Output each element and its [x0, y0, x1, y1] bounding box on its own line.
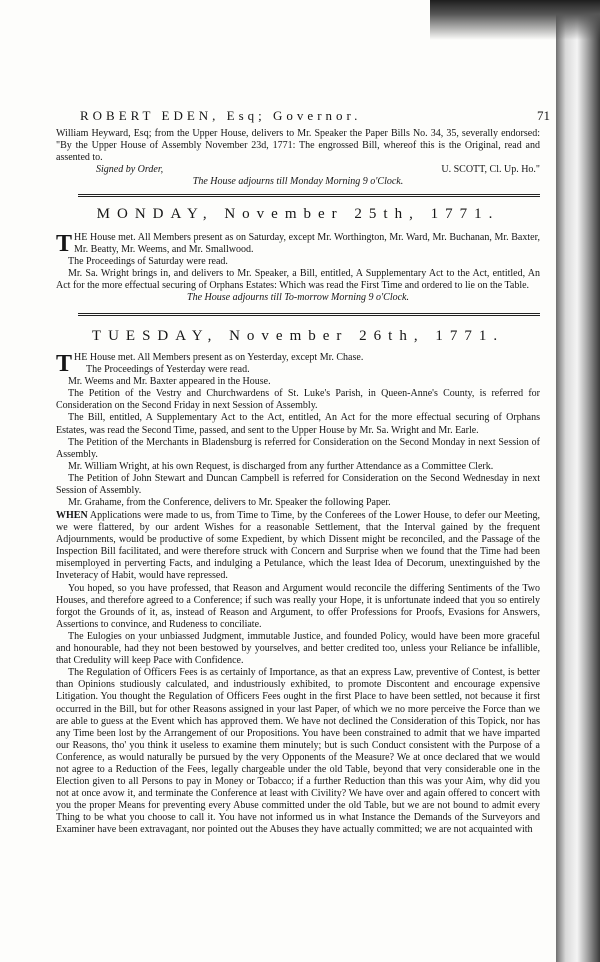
tuesday-paragraph: The Petition of John Stewart and Duncan Campbell is referred for Consideration on the Second Wednesday in next Session of Assembly. — [56, 472, 540, 497]
opening-word: WHEN — [56, 510, 88, 521]
intro-adjourn: The House adjourns till Monday Morning 9 o'Clock. — [192, 176, 404, 188]
signature-line — [56, 164, 540, 176]
page-number: 71 — [537, 108, 550, 123]
intro-paragraph: William Heyward, Esq; from the Upper House, delivers to Mr. Speaker the Paper Bills No. 34, 35, severally endorsed: "By the Upper House of Assembly November 23d, 1771: The engrossed Bill, whereof this is the Original, read and assented to. — [56, 128, 540, 164]
section-divider — [78, 313, 540, 316]
tuesday-paragraph: The Bill, entitled, A Supplementary Act to the Act, entitled, An Act for the more effectual securing of Orphans Estates, was read the Second Time, passed, and sent to the Upper House by Mr. Sa. Wright and Mr. Earle. — [56, 412, 540, 436]
monday-paragraph-3: Mr. Sa. Wright brings in, and delivers to Mr. Speaker, a Bill, entitled, A Supplementary Act to the Act, entitled, An Act for the more effectual securing of Orphans Estates: Which was read the First Time and ordered to lie on the Table. — [56, 268, 540, 292]
tuesday-paragraph: Mr. Grahame, from the Conference, delivers to Mr. Speaker the following Paper. — [68, 497, 391, 509]
intro-block — [56, 128, 540, 188]
monday-adjourn: The House adjourns till To-morrow Morning 9 o'Clock. — [187, 292, 409, 304]
tuesday-paragraph: The Petition of the Merchants in Bladensburg is referred for Consideration on the Second Monday in next Session of Assembly. — [56, 436, 540, 460]
binding-edge — [556, 0, 600, 962]
tuesday-paragraph: Mr. Weems and Mr. Baxter appeared in the House. — [68, 376, 271, 388]
monday-heading: MONDAY, November 25th, 1771. — [96, 206, 500, 222]
tuesday-paragraph-1: HE House met. All Members present as on Yesterday, except Mr. Chase. — [74, 352, 364, 363]
tuesday-heading: TUESDAY, November 26th, 1771. — [91, 328, 505, 344]
conference-paper — [56, 510, 540, 837]
monday-paragraph-2: The Proceedings of Saturday were read. — [68, 256, 228, 268]
monday-paragraph-1: HE House met. All Members present as on Saturday, except Mr. Worthington, Mr. Ward, Mr. Buchanan, Mr. Baxter, Mr. Beatty, Mr. Weems, and Mr. Smallwood. — [74, 232, 540, 256]
tuesday-block — [56, 352, 540, 509]
paper-paragraph-4: The Regulation of Officers Fees is as certainly of Importance, as that an express Law, preventive of Contest, is better than Opinions studiously calculated, and industriously exhibited, to promote Discontent and encourage expensive Litigation. You thought the Regulation of Officers Fees ought in the first Place to have been settled, not because it first occurred in the Bill, but for other Reasons assigned in your last Paper, of which we no more perceive the Force than we are able to guess at the Event which has approved them. We have not declined the Consideration of this Topick, nor has any Time been lost by the Arrangement of our Propositions. You have been constrained to admit that we have imparted our Reasons, tho' you think it useless to examine them minutely; but is such Conduct consistent with the Purpose of a Conference, as would naturally be pursued by the very Opponents of the Measure? We at once declared that we would not agree to a Reduction of the Fees, legally chargeable under the old Table, beyond that very considerable one in the Election given to all Persons to pay in Money or Tobacco; if a further Reduction than this was your Aim, why did you not at once avow it, and terminate the Conference at least with Civility? We have over and again offered to concert with you the proper Means for preventing every Abuse committed under the old Table, but we are not bound to admit every Thing to be what you choose to call it. You have not informed us in what Instance the Demands of the Surveyors and Examiner have been extravagant, nor pointed out the Abuses they have actually committed; we are not acquainted with — [56, 667, 540, 836]
signatory: U. SCOTT, Cl. Up. Ho." — [441, 164, 540, 176]
signed-by-order: Signed by Order, — [96, 164, 164, 176]
section-divider — [78, 194, 540, 197]
tuesday-paragraph: The Petition of the Vestry and Churchwardens of St. Luke's Parish, in Queen-Anne's County, is referred for Consideration on the Second Friday in next Session of Assembly. — [56, 388, 540, 412]
paper-paragraph-3: The Eulogies on your unbiassed Judgment, immutable Justice, and founded Policy, would have been more graceful and honourable, had they not been bestowed by yourselves, and better credited too, unless your Reliance be infallible, that Credulity will keep Pace with Confidence. — [56, 630, 540, 667]
running-head — [80, 108, 550, 124]
monday-block — [56, 232, 540, 305]
scan-shadow — [430, 0, 600, 40]
tuesday-paragraph: The Proceedings of Yesterday were read. — [86, 364, 250, 376]
paper-paragraph-1: Applications were made to us, from Time to Time, by the Conferees of the Lower House, to defer our Meeting, we were flattered, by our ardent Wishes for a reasonable Settlement, that the Interval gained by the frequent Adjournments, would be productive of some Expedient, by which Dissent might be reconciled, and the Passage of the Inspection Bill facilitated, and were therefore struck with Concern and Surprise when we found that the Time had been misemployed in perverting Facts, and indulging a Petulance, which the least Idea of Decorum, unextinguished by the Inveteracy of Habit, would have repressed. — [56, 510, 541, 582]
running-head-title: ROBERT EDEN, Esq; Governor. — [80, 108, 362, 123]
paper-paragraph-2: You hoped, so you have professed, that Reason and Argument would reconcile the differing Sentiments of the Two Houses, and therefore agreed to a Conference; if such was really your Hope, it is unfortunate indeed that you so entirely forgot the Grounds of it, as, instead of Reason and Argument, to offer Professions for Proofs, Evasions for Answers, Assertions to convince, and Rudeness to conciliate. — [56, 582, 540, 630]
tuesday-dropcap: T — [56, 351, 73, 377]
monday-dropcap: T — [56, 231, 73, 257]
tuesday-paragraph: Mr. William Wright, at his own Request, is discharged from any further Attendance as a Committee Clerk. — [68, 460, 494, 472]
